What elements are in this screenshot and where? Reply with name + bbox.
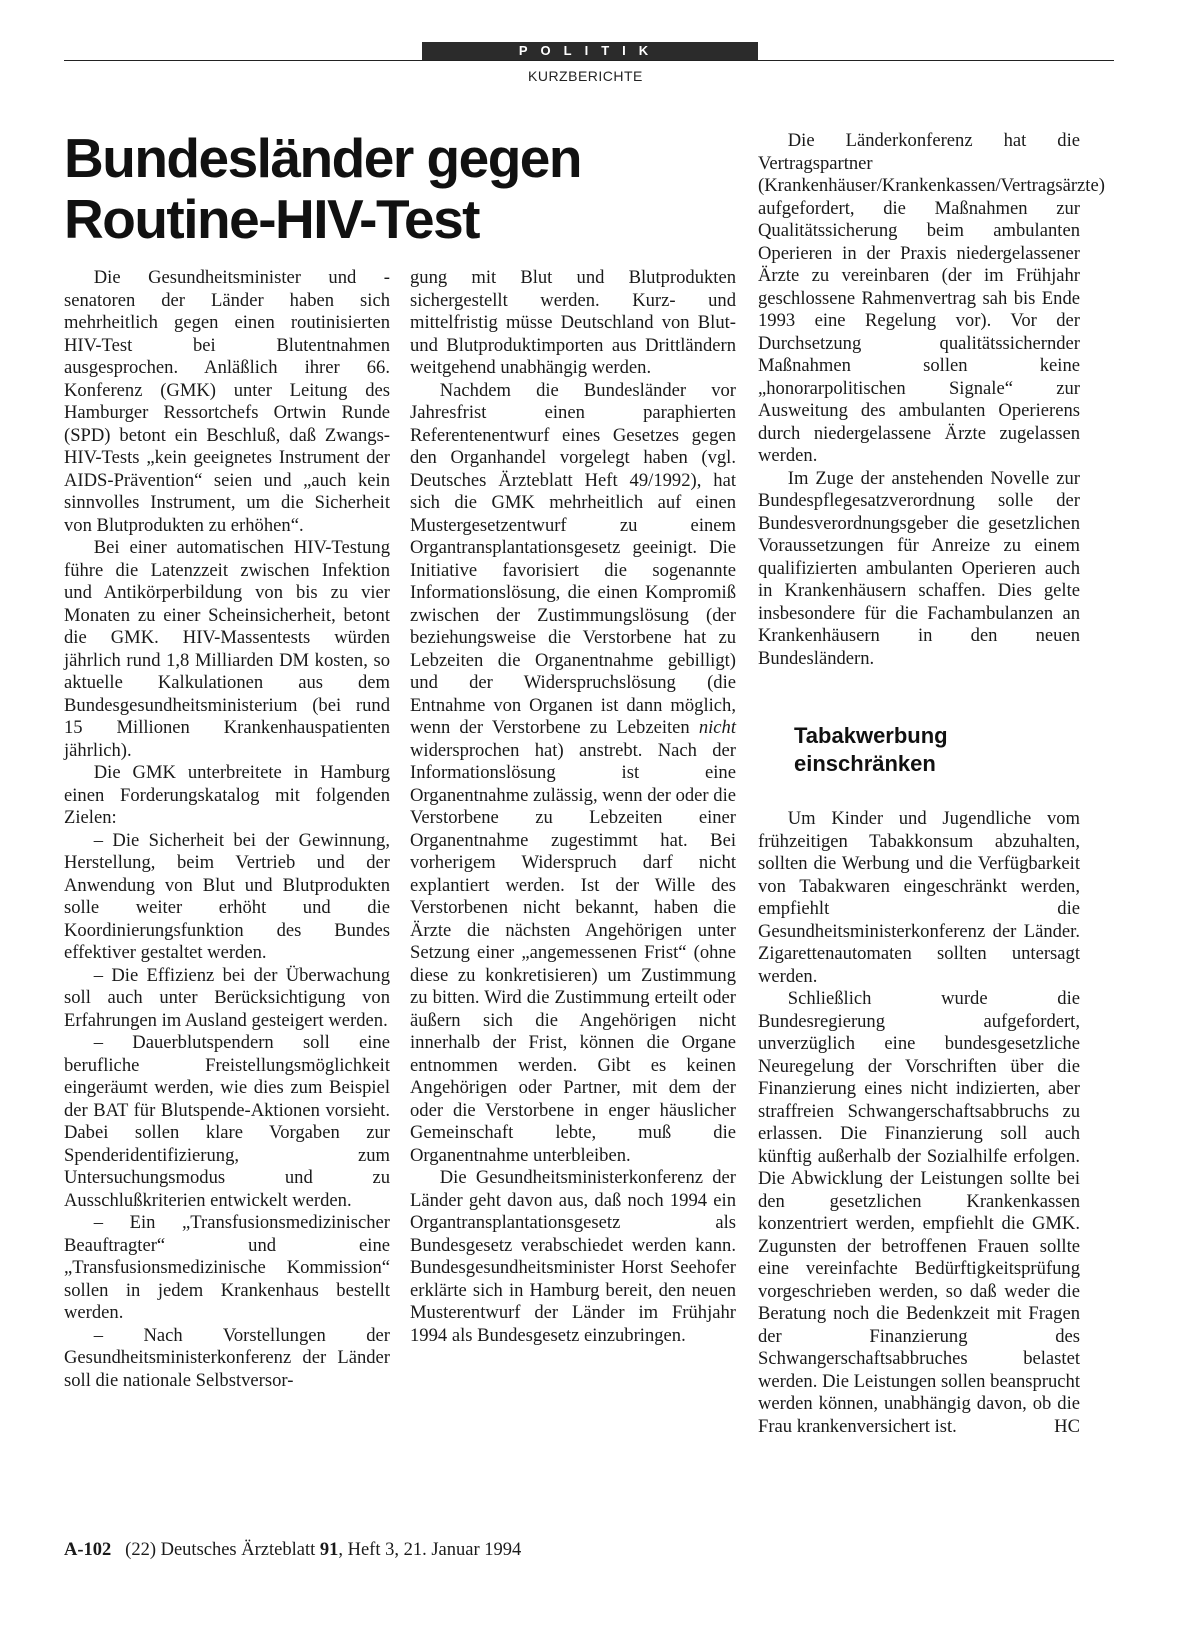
paragraph: Die Gesundheitsminister und -senatoren der Länder haben sich mehrheitlich gegen einen routinisierten HIV-Test bei Blutentnahmen ausgesprochen. Anläßlich ihrer 66. Konferenz (GMK) unter Leitung des Hamburger Ressortchefs Ortwin Runde (SPD) betont ein Beschluß, daß Zwangs-HIV-Tests „kein geeignetes Instrument der AIDS-Prävention“ seien und „auch kein sinnvolles Instrument, um die Sicherheit von Blutprodukten zu erhöhen“. bbox=[64, 267, 390, 536]
page-footer bbox=[64, 1540, 521, 1561]
paragraph-text: Schließlich wurde die Bundesregierung aufgefordert, unverzüglich eine bundesgesetzliche Neuregelung der Vorschriften über die Finanzierung eines nicht indizierten, aber straffreien Schwangerschaftsabbruchs zu erlassen. Die Finanzierung soll auch künftig außerhalb der Sozialhilfe erfolgen. Die Abwicklung der Leistungen sollte bei den gesetzlichen Krankenkassen konzentriert werden, empfiehlt die GMK. Zugunsten der betroffenen Frauen sollte eine vereinfachte Bedürftigkeitsprüfung vorgeschrieben werden, so daß weder die Beratung noch die Bedenkzeit mit Fragen der Finanzierung des Schwangerschaftsabbruches belastet werden. Die Leistungen sollen beansprucht werden können, unabhängig davon, ob die Frau krankenversichert ist. bbox=[758, 988, 1080, 1437]
paragraph: Die Länderkonferenz hat die Vertragspartner (Krankenhäuser/Krankenkassen/Vertragsärzte) aufgefordert, die Maßnahmen zur Qualitätssicherung beim ambulanten Operieren in der Praxis niedergelassener Ärzte zu vereinbaren (der im Frühjahr geschlossene Rahmenvertrag sah bis Ende 1993 eine Regelung vor). Vor der Durchsetzung qualitätssichernder Maßnahmen sollen keine „honorarpolitischen Signale“ zur Ausweitung des ambulanten Operierens durch niedergelassene Ärzte zugelassen werden. bbox=[758, 130, 1105, 466]
article2-title bbox=[758, 722, 1080, 778]
list-item: – Die Sicherheit bei der Gewinnung, Herstellung, beim Vertrieb und der Anwendung von Blut und Blutprodukten solle weiter erhöht und die Koordinierungsfunktion des Bundes effektiver gestaltet werden. bbox=[64, 829, 390, 963]
article2-title-line1: Tabakwerbung bbox=[794, 723, 948, 748]
list-item: – Die Effizienz bei der Überwachung soll auch unter Berücksichtigung von Erfahrungen im Ausland gesteigert werden. bbox=[64, 964, 390, 1031]
article-column-2 bbox=[410, 267, 736, 1347]
article-title-line1: Bundesländer gegen bbox=[64, 127, 581, 189]
volume-number: 91 bbox=[319, 1540, 339, 1560]
list-item: – Nach Vorstellungen der Gesundheitsministerkonferenz der Länder soll die nationale Selbstversor- bbox=[64, 1324, 390, 1391]
citation-suffix: , Heft 3, 21. Januar 1994 bbox=[338, 1540, 522, 1560]
section-label: KURZBERICHTE bbox=[528, 68, 643, 84]
article-title bbox=[64, 128, 764, 250]
emphasis-text: nicht bbox=[698, 717, 736, 738]
header-rule bbox=[64, 60, 1114, 61]
section-header-bar: POLITIK bbox=[422, 42, 758, 60]
paragraph-text: Nachdem die Bundesländer vor Jahresfrist einen paraphierten Referentenentwurf eines Gesetzes gegen den Organhandel vorgelegt haben (vgl. Deutsches Ärzteblatt Heft 49/1992), hat sich die GMK mehrheitlich auf einen Mustergesetzentwurf zu einem Organtransplantationsgesetz geeinigt. Die Initiative favorisiert die sogenannte Informationslösung, die einen Kompromiß zwischen der Zustimmungslösung (der beziehungsweise die Verstorbene hat zu Lebzeiten die Organentnahme gebilligt) und der Widerspruchslösung (die Entnahme von Organen ist dann möglich, wenn der Verstorbene zu Lebzeiten bbox=[410, 379, 736, 738]
paragraph: gung mit Blut und Blutprodukten sichergestellt werden. Kurz- und mittelfristig müsse Deutschland von Blut- und Blutproduktimporten aus Drittländern weitgehend unabhängig werden. bbox=[410, 267, 736, 378]
article-column-3 bbox=[758, 130, 1105, 1438]
author-signature: HC bbox=[1054, 1415, 1080, 1437]
list-item: – Ein „Transfusionsmedizinischer Beauftragter“ und eine „Transfusionsmedizinische Kommission“ sollen in jedem Krankenhaus bestellt werden. bbox=[64, 1212, 390, 1323]
article2-title-line2: einschränken bbox=[794, 751, 936, 776]
paragraph bbox=[758, 988, 1080, 1438]
list-item: – Dauerblutspendern soll eine berufliche Freistellungsmöglichkeit eingeräumt werden, wie dies zum Beispiel der BAT für Blutspende-Aktionen vorsieht. Dabei sollen klare Vorgaben zur Spenderidentifizierung, zum Untersuchungsmodus und zu Ausschlußkriterien entwickelt werden. bbox=[64, 1032, 390, 1211]
article-column-1 bbox=[64, 267, 390, 1392]
paragraph: Die GMK unterbreitete in Hamburg einen Forderungskatalog mit folgenden Zielen: bbox=[64, 762, 390, 828]
citation-prefix: (22) Deutsches Ärzteblatt bbox=[125, 1540, 316, 1560]
paragraph: Bei einer automatischen HIV-Testung führe die Latenzzeit zwischen Infektion und Antikörperbildung von bis zu vier Monaten zu einer Scheinsicherheit, betont die GMK. HIV-Massentests würden jährlich rund 1,8 Milliarden DM kosten, so aktuelle Kalkulationen aus dem Bundesgesundheitsministerium (bei rund 15 Millionen Krankenhauspatienten jährlich). bbox=[64, 537, 390, 761]
paragraph bbox=[410, 380, 736, 1168]
article-title-line2: Routine-HIV-Test bbox=[64, 188, 479, 250]
paragraph: Im Zuge der anstehenden Novelle zur Bundespflegesatzverordnung solle der Bundesverordnungsgeber die gesetzlichen Voraussetzungen für Anreize zu einem qualifizierten ambulanten Operieren auch in Krankenhäusern schaffen. Dies gelte insbesondere für die Fachambulanzen an Krankenhäusern in den neuen Bundesländern. bbox=[758, 467, 1080, 669]
page-number: A-102 bbox=[64, 1540, 112, 1560]
paragraph: Die Gesundheitsministerkonferenz der Länder geht davon aus, daß noch 1994 ein Organtransplantationsgesetz als Bundesgesetz verabschiedet werden kann. Bundesgesundheitsminister Horst Seehofer erklärte sich in Hamburg bereit, den neuen Musterentwurf der Länder im Frühjahr 1994 als Bundesgesetz einzubringen. bbox=[410, 1167, 736, 1346]
paragraph-text: widersprochen hat) anstrebt. Nach der Informationslösung ist eine Organentnahme zulässig, wenn der oder die Verstorbene zu Lebzeiten einer Organentnahme zugestimmt hat. Bei vorherigem Widerspruch darf nicht explantiert werden. Ist der Wille des Verstorbenen nicht bekannt, haben die Ärzte die nächsten Angehörigen unter Setzung einer „angemessenen Frist“ (ohne diese zu konkretisieren) um Zustimmung zu bitten. Wird die Zustimmung erteilt oder äußern sich die Angehörigen nicht innerhalb der Frist, können die Organe entnommen werden. Gibt es keinen Angehörigen oder Partner, mit dem der oder die Verstorbene in enger häuslicher Gemeinschaft lebte, muß die Organentnahme unterbleiben. bbox=[410, 739, 736, 1166]
paragraph: Um Kinder und Jugendliche vom frühzeitigen Tabakkonsum abzuhalten, sollten die Werbung und die Verfügbarkeit von Tabakwaren eingeschränkt werden, empfiehlt die Gesundheitsministerkonferenz der Länder. Zigarettenautomaten sollten untersagt werden. bbox=[758, 808, 1080, 987]
